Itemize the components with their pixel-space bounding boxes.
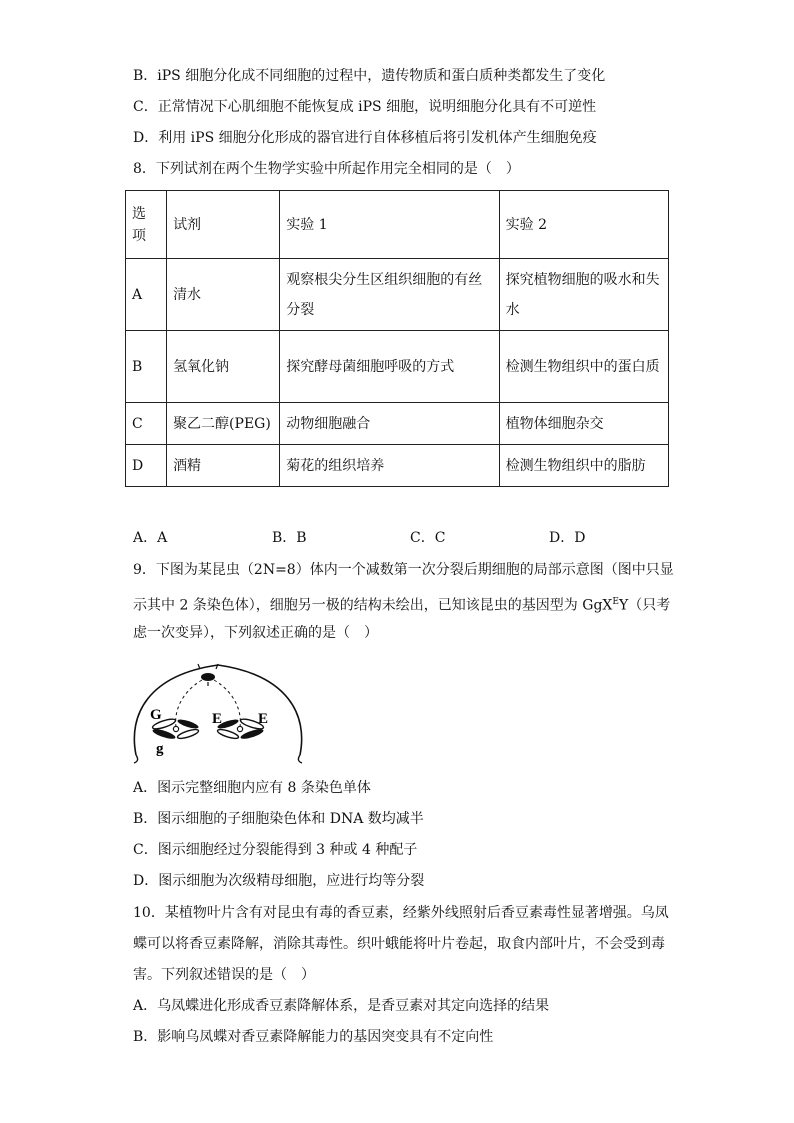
q7-option-c: C．正常情况下心肌细胞不能恢复成 iPS 细胞，说明细胞分化具有不可逆性 (133, 99, 597, 115)
cell-reagent: 清水 (167, 259, 280, 331)
q7-option-b: B．iPS 细胞分化成不同细胞的过程中，遗传物质和蛋白质种类都发生了变化 (133, 68, 606, 84)
q8-option-a: A．A (133, 530, 168, 546)
q10-stem-line3: 害。下列叙述错误的是（ ） (133, 967, 315, 983)
q10-option-a: A．乌凤蝶进化形成香豆素降解体系，是香豆素对其定向选择的结果 (133, 998, 550, 1014)
cell-reagent: 聚乙二醇(PEG) (167, 403, 280, 445)
q10-stem-line1: 10．某植物叶片含有对昆虫有毒的香豆素，经紫外线照射后香豆素毒性显著增强。乌凤 (133, 905, 669, 921)
cell-reagent: 酒精 (167, 445, 280, 487)
cell-exp2: 探究植物细胞的吸水和失水 (499, 259, 668, 331)
membrane-end-right (298, 755, 302, 763)
q8-table (125, 190, 669, 487)
membrane-end-left (134, 755, 138, 763)
q9-option-b: B．图示细胞的子细胞染色体和 DNA 数均减半 (133, 811, 424, 827)
cell-division-figure (128, 655, 308, 765)
header-exp1: 实验 1 (280, 191, 499, 259)
q9-option-a: A．图示完整细胞内应有 8 条染色单体 (133, 780, 371, 796)
q10-option-b: B．影响乌凤蝶对香豆素降解能力的基因突变具有不定向性 (133, 1029, 494, 1045)
table-row (126, 403, 669, 445)
q9-option-c: C．图示细胞经过分裂能得到 3 种或 4 种配子 (133, 842, 418, 858)
gene-label-g-upper: G (150, 707, 162, 723)
cell-reagent: 氢氧化钠 (167, 331, 280, 403)
cell-option: B (126, 331, 167, 403)
q9-option-d: D．图示细胞为次级精母细胞，应进行均等分裂 (133, 873, 425, 889)
cell-exp1: 观察根尖分生区组织细胞的有丝分裂 (280, 259, 499, 331)
cell-option: D (126, 445, 167, 487)
gene-label-e-right: E (258, 711, 269, 727)
cell-exp2: 检测生物组织中的脂肪 (499, 445, 668, 487)
table-row (126, 331, 669, 403)
cell-exp1: 动物细胞融合 (280, 403, 499, 445)
cell-exp1: 探究酵母菌细胞呼吸的方式 (280, 331, 499, 403)
header-option: 选 项 (126, 191, 167, 259)
cell-exp2: 植物体细胞杂交 (499, 403, 668, 445)
gene-label-g-lower: g (156, 741, 164, 757)
cell-exp2: 检测生物组织中的蛋白质 (499, 331, 668, 403)
gene-label-e-left: E (212, 711, 223, 727)
q9-stem-line1: 9．下图为某昆虫（2N=8）体内一个减数第一次分裂后期细胞的局部示意图（图中只显 (133, 562, 674, 578)
q9-stem-line3: 虑一次变异），下列叙述正确的是（ ） (133, 625, 378, 641)
q8-option-d: D．D (549, 530, 586, 546)
q9-stem-line2: 示其中 2 条染色体），细胞另一极的结构未绘出，已知该昆虫的基因型为 GgX$^E$Y（只考 (133, 597, 671, 614)
header-reagent: 试剂 (167, 191, 280, 259)
q8-option-b: B．B (272, 530, 307, 546)
q7-option-d: D．利用 iPS 细胞分化形成的器官进行自体移植后将引发机体产生细胞免疫 (133, 130, 597, 146)
cell-exp1: 菊花的组织培养 (280, 445, 499, 487)
cell-option: A (126, 259, 167, 331)
table-row (126, 259, 669, 331)
table-header-row (126, 191, 669, 259)
q10-stem-line2: 蝶可以将香豆素降解，消除其毒性。织叶蛾能将叶片卷起，取食内部叶片，不会受到毒 (133, 936, 665, 952)
header-exp2: 实验 2 (499, 191, 668, 259)
q8-option-c: C．C (410, 530, 446, 546)
table-row (126, 445, 669, 487)
centrosome-icon (201, 673, 215, 681)
cell-option: C (126, 403, 167, 445)
q8-stem: 8．下列试剂在两个生物学实验中所起作用完全相同的是（ ） (133, 161, 520, 177)
